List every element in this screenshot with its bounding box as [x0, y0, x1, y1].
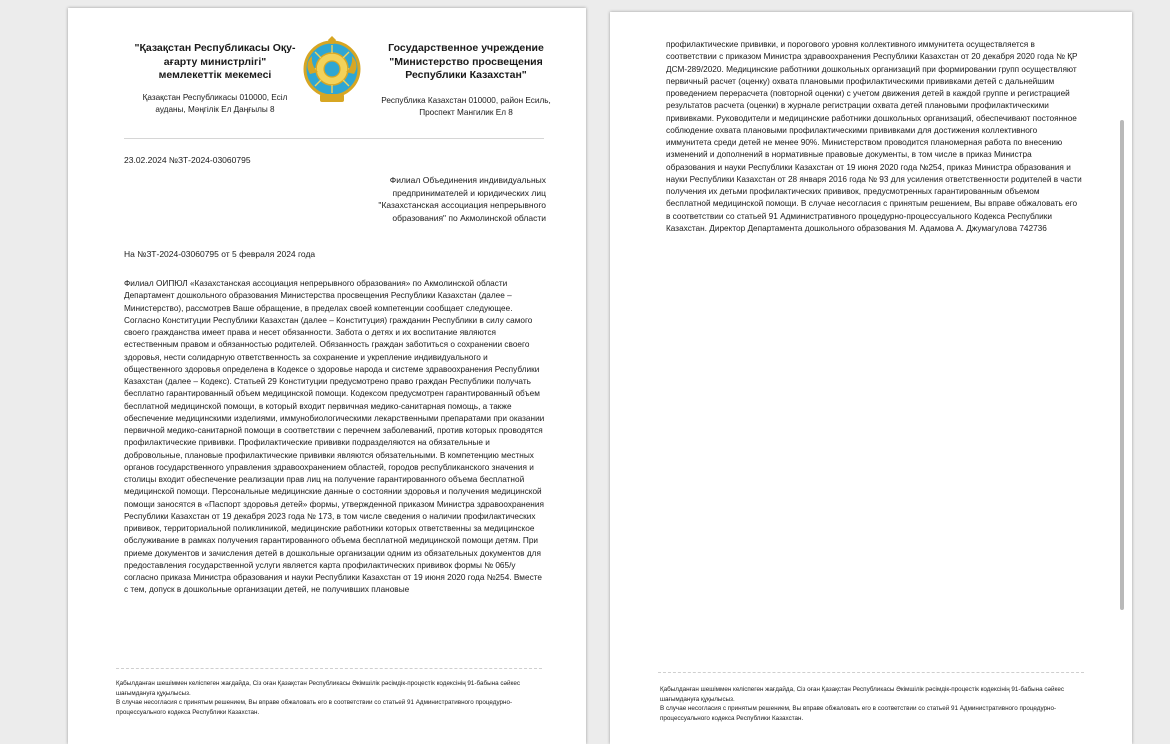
footer-note-ru: В случае несогласия с принятым решением, Вы вправе обжаловать его в соответствии со статьей 91 Административного процедурно-процессуального кодекса Республики Казахстан. — [660, 705, 1057, 722]
ru-org-title: Государственное учреждение "Министерство просвещения Республики Казахстан" — [388, 42, 544, 81]
footer-note-kz: Қабылданған шешіммен келіспеген жағдайда, Сіз оған Қазақстан Республикасы Әкімшілік рәсімдік-процестік кодексінің 91-бабына сәйкес шағымдануға құқылысыз. — [116, 680, 521, 697]
kz-org-title: "Қазақстан Республикасы Оқу-ағарту министрлігі" мемлекеттік мекемесі — [134, 42, 296, 81]
page-footer — [116, 679, 546, 717]
vertical-scrollbar[interactable] — [1120, 120, 1124, 610]
footer-divider — [658, 672, 1084, 673]
page-footer — [660, 685, 1092, 723]
ru-org-address: Республика Казахстан 010000, район Есиль, Проспект Мангилик Ел 8 — [381, 96, 551, 117]
footer-note-ru: В случае несогласия с принятым решением, Вы вправе обжаловать его в соответствии со статьей 91 Административного процедурно-процессуального кодекса Республики Казахстан. — [116, 699, 513, 716]
recipient-block: Филиал Объединения индивидуальных предпринимателей и юридических лиц "Казахстанская ассоциация непрерывного образования" по Акмолинской области — [378, 175, 546, 223]
letter-body-page-1: Филиал ОИПЮЛ «Казахстанская ассоциация непрерывного образования» по Акмолинской области Департамент дошкольного образования Министерства просвещения Республики Казахстан (далее – Министерство), рассмотрев Ваше обращение, в пределах своей компетенции сообщает следующее. Согласно Конституции Республики Казахстан (далее – Конституция) гражданин Республики в силу самого своего гражданства имеет права и несет обязанности. Забота о детях и их воспитание являются естественным правом и обязанностью родителей. Обязанность граждан заботиться о сохранении своего здоровья, нести солидарную ответственность за сохранение и укрепление индивидуального и общественного здоровья определена в Кодексе о здоровье народа и системе здравоохранения Республики Казахстан (далее – Кодекс). Статьей 29 Конституции предусмотрено право граждан Республики получать бесплатно гарантированный объем медицинской помощи. Кодексом предусмотрен гарантированный объем бесплатной медицинской помощи, в который входит первичная медико-санитарная помощь, а также обеспечение медицинскими изделиями, иммунобиологическими лекарственными препаратами при оказании первичной медико-санитарной помощи в соответствии с перечнем заболеваний, против которых проводятся профилактические прививки. Профилактические прививки подразделяются на обязательные и добровольные, плановые профилактические прививки являются обязательными. В компетенцию местных органов государственного управления здравоохранением областей, городов республиканского значения и столицы входит обеспечение реализации прав лиц на получение гарантированного объема бесплатной медицинской помощи. Персональные медицинские данные о состоянии здоровья и получения медицинской помощи заносятся в «Паспорт здоровья детей» формы, утвержденной приказом Министра здравоохранения Республики Казахстан от 19 декабря 2023 года № 173, в том числе сведения о наличии профилактических прививок, территориальной поликлиникой, медицинские работники которых ответственны за медицинское обслуживание в рамках получения гарантированного объема бесплатной медицинской помощи детям. При приеме документов и зачисления детей в дошкольные организации одним из обязательных документов для предоставления государственной услуги является карта профилактических прививок формы № 065/у согласно приказа Министра образования и науки Республики Казахстан от 19 июня 2020 года №254. Вместе с тем, допуск в дошкольные организации детей, не получивших плановые — [124, 279, 545, 595]
reference-line: На №ЗТ-2024-03060795 от 5 февраля 2024 года — [124, 249, 316, 259]
letter-body-page-2: профилактические прививки, и порогового уровня коллективного иммунитета осуществляется в соответствии с приказом Министра здравоохранения Республики Казахстан от 20 декабря 2020 года № ҚР ДСМ-289/2020. Медицинские работники дошкольных организаций при формировании групп осуществляют первичный расчет (оценку) охвата плановыми профилактическими прививками детей с дальнейшим проведением перерасчета (повторной оценки) с учетом движения детей в каждой группе и регистрацией результатов расчета (оценки) в журнале регистрации охвата детей плановыми профилактическими прививками. Руководители и медицинские работники дошкольных организаций, обеспечивают постоянное соблюдение охвата плановыми профилактическими прививками для достижения коллективного иммунитета среди детей не менее 90%. Министерством проводится планомерная работа по внесению изменений и дополнений в нормативные правовые документы, в том числе в приказ Министра образования и науки Республики Казахстан от 19 июня 2020 года №254, приказ Министра образования и науки Республики Казахстан от 28 января 2016 года № 93 для усиления ответственности родителей в части получения их детьми профилактических прививок, предусмотренных гарантированным объемом бесплатной медицинской помощи. В случае несогласия с принятым решением, Вы вправе обжаловать его в соответствии со статьей 91 Административного процедурно-процессуального Кодекса Республики Казахстан. Директор Департамента дошкольного образования М. Адамова А. Джумагулова 742736 — [666, 40, 1082, 233]
kz-org-address: Қазақстан Республикасы 010000, Есіл ауданы, Мәңгілік Ел Даңғылы 8 — [142, 93, 288, 114]
document-page-2 — [610, 12, 1132, 744]
registration-number: 23.02.2024 №ЗТ-2024-03060795 — [124, 155, 251, 165]
kazakhstan-state-emblem-icon — [302, 36, 362, 106]
document-page-1 — [68, 8, 586, 744]
footer-note-kz: Қабылданған шешіммен келіспеген жағдайда, Сіз оған Қазақстан Республикасы Әкімшілік рәсімдік-процестік кодексінің 91-бабына сәйкес шағымдануға құқылысыз. — [660, 686, 1065, 703]
footer-divider — [116, 668, 542, 669]
header-divider — [124, 138, 544, 139]
